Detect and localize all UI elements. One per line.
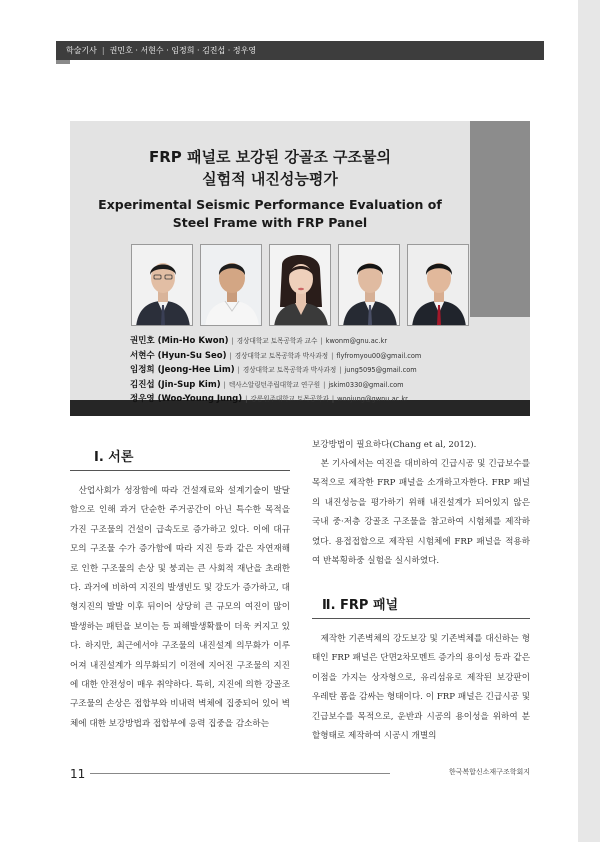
- author-affiliation: 경상대학교 토목공학과 박사과정: [234, 351, 329, 360]
- article-title-english: [70, 196, 470, 232]
- title-en-line-2: Steel Frame with FRP Panel: [172, 215, 368, 230]
- title-ko-line-1: FRP 패널로 보강된 강골조 구조물의: [148, 148, 392, 166]
- body-paragraph-right-3: 제작한 기존벽체의 강도보강 및 기존벽체를 대신하는 형태인 FRP 패널은 단면2차모멘트 증가의 용이성 등과 같은 이점을 가지는 상자형으로, 유리섬유로 제작된 보강판이 우레탄 폼을 감싸는 형태이다. 이 FRP 패널은 긴급시공 및 긴급보수를 목적으로, 운반과 시공의 용이성을 위하여 분할형태로 제작하여 시공시 개별의: [312, 634, 530, 742]
- body-paragraph-right-1: 보강방법이 필요하다(Chang et al, 2012).: [312, 440, 477, 450]
- section-heading-frp-panel: Ⅱ. FRP 패널: [322, 598, 399, 613]
- body-paragraph-right-2: 본 기사에서는 여진을 대비하여 긴급시공 및 긴급보수를 목적으로 제작한 FRP 패널을 소개하고자한다. FRP 패널의 내진성능을 평가하기 위해 내진설계가 되어있지 않은 국내 중·저층 강골조 구조물을 참고하여 시험체를 제작하였다. 용접접합으로 제작된 시험체에 FRP 패널을 적용하여 반복횡하중 실험을 실시하였다.: [312, 459, 530, 567]
- header-separator: |: [101, 46, 105, 55]
- divider: |: [339, 366, 342, 374]
- section-rule-intro: [70, 470, 290, 471]
- divider: |: [245, 395, 248, 403]
- divider: |: [320, 337, 323, 345]
- author-email: jung5095@gmail.com: [344, 366, 417, 374]
- title-banner-accent: [470, 121, 530, 317]
- section-heading-intro: Ⅰ. 서론: [94, 450, 134, 465]
- author-email: kwonm@gnu.ac.kr: [325, 337, 388, 345]
- author-line: [130, 334, 530, 349]
- author-photo-4: [338, 244, 400, 326]
- author-name: 권민호 (Min-Ho Kwon): [130, 336, 229, 346]
- footer-journal-name: 한국복합신소재구조학회지: [448, 768, 530, 776]
- divider: |: [331, 395, 335, 403]
- author-name: 김진섭 (Jin-Sup Kim): [130, 379, 221, 390]
- author-line: [130, 378, 530, 393]
- author-name: 서현수 (Hyun-Su Seo): [130, 350, 227, 361]
- author-line: [130, 363, 530, 378]
- header-authors: 권민호 · 서현수 · 임정희 · 김진섭 · 정우영: [109, 46, 257, 55]
- divider: |: [231, 337, 234, 345]
- author-email: jskim0330@gmail.com: [328, 380, 404, 389]
- author-line: [130, 349, 530, 364]
- running-header: [56, 41, 544, 60]
- divider: |: [229, 351, 232, 360]
- header-section-label: 학술기사: [66, 46, 97, 55]
- divider: |: [237, 366, 240, 374]
- author-photo-5: [407, 244, 469, 326]
- page-number: 11: [70, 767, 86, 781]
- header-tick: [56, 60, 70, 64]
- title-ko-line-2: 실험적 내진성능평가: [202, 170, 338, 188]
- article-title-korean: [70, 146, 470, 190]
- author-affiliation: 경상대학교 토목공학과 박사과정: [242, 366, 337, 374]
- section-rule-frp-panel: [312, 618, 530, 619]
- author-affiliation: 강릉원주대학교 토목공학과: [250, 395, 329, 403]
- divider: |: [331, 351, 334, 360]
- author-list: [130, 334, 530, 407]
- divider: |: [323, 380, 326, 389]
- author-photo-2: [200, 244, 262, 326]
- divider: |: [223, 380, 226, 389]
- author-line: [130, 392, 530, 407]
- author-photo-1: [131, 244, 193, 326]
- author-affiliation: 경상대학교 토목공학과 교수: [236, 337, 318, 345]
- side-margin-tab: [578, 0, 600, 842]
- author-email: woojung@gwnu.ac.kr: [337, 395, 408, 403]
- author-photo-3: [269, 244, 331, 326]
- body-paragraph-left: 산업사회가 성장함에 따라 건설재료와 설계기술이 발달함으로 인해 과거 단순한 주거공간이 아닌 특수한 목적을 가진 구조물의 건설이 급속도로 증가하고 있다. 이에 대규모의 구조물 수가 증가함에 따라 지진 등과 같은 자연재해로 인한 구조물의 손상 및 붕괴는 큰 사회적 재난을 초래한다. 과거에 비하여 지진의 발생빈도 및 강도가 증가하고, 대형지진의 발발 이후 뒤이어 상당히 큰 규모의 여진이 많이 발생하는 패턴을 보이는 등 피해발생확률이 더욱 커지고 있다. 하지만, 최근에서야 구조물의 내진설계 의무화가 이루어져 내진설계가 의무화되기 이전에 지어진 구조물의 지진에 대한 안전성이 매우 취약하다. 특히, 지진에 의한 강골조 구조물의 손상은 접합부와 비내력 벽체에 집중되어 있어 벽체에 대한 보강방법과 접합부에 응력 집중을 감소하는: [70, 486, 290, 729]
- title-en-line-1: Experimental Seismic Performance Evaluation of: [98, 197, 442, 212]
- author-affiliation: 텍사스알링턴주립대학교 연구원: [228, 380, 321, 389]
- author-name: 임정희 (Jeong-Hee Lim): [130, 365, 235, 375]
- footer-rule: [90, 773, 390, 774]
- author-email: flyfromyou00@gmail.com: [336, 351, 422, 360]
- author-name: 정우영 (Woo-Young Jung): [130, 394, 243, 404]
